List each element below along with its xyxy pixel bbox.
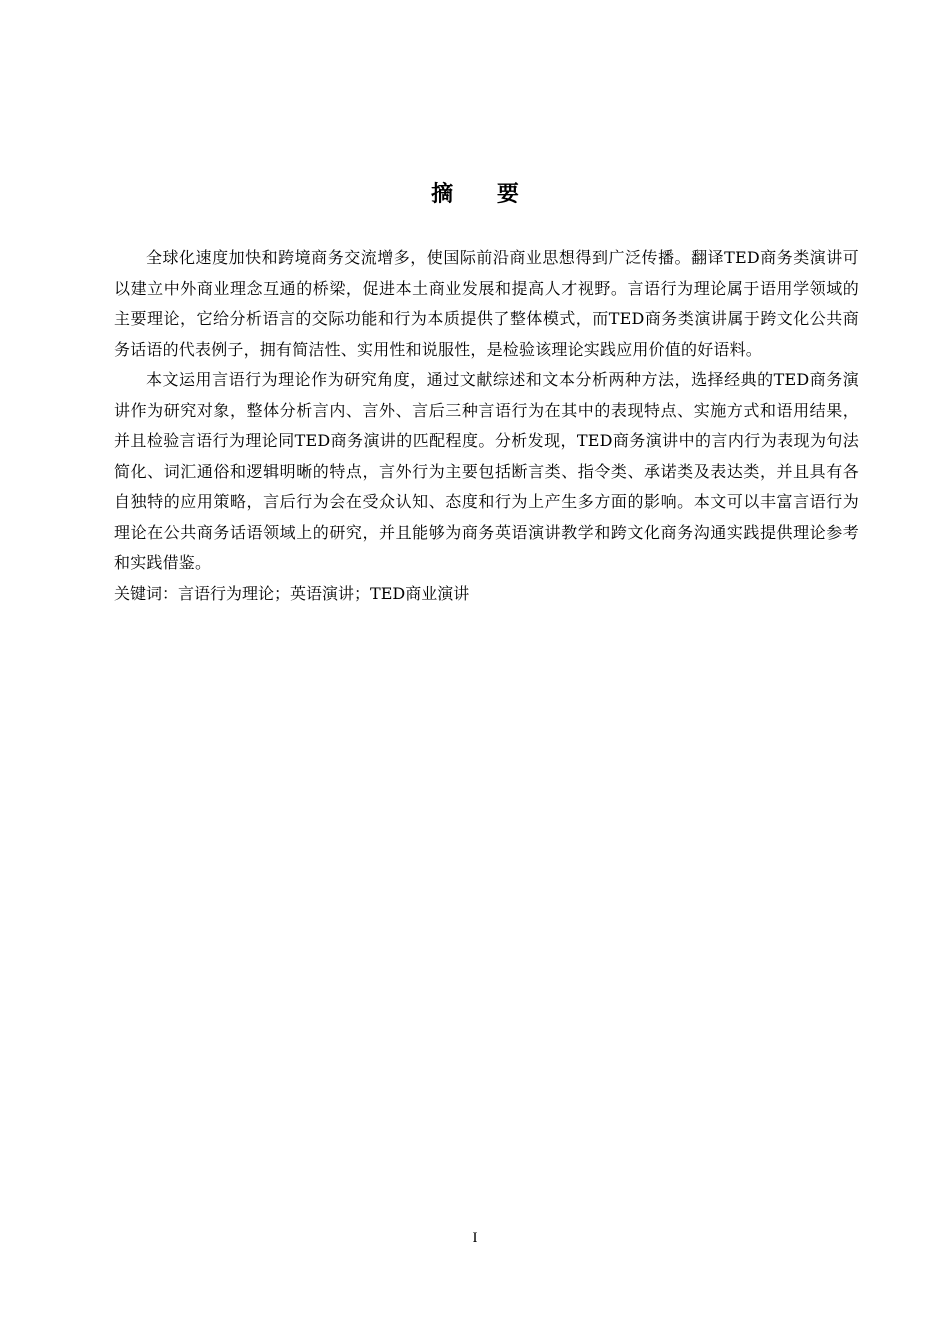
keywords-label: 关键词：: [114, 583, 179, 603]
abstract-title: 摘 要: [431, 182, 537, 207]
keywords-line: [114, 579, 859, 610]
abstract-body: [114, 243, 859, 609]
abstract-paragraph-2: 本文运用言语行为理论作为研究角度，通过文献综述和文本分析两种方法，选择经典的TED商务演讲作为研究对象，整体分析言内、言外、言后三种言语行为在其中的表现特点、实施方式和语用结果，并且检验言语行为理论同TED商务演讲的匹配程度。分析发现，TED商务演讲中的言内行为表现为句法简化、词汇通俗和逻辑明晰的特点，言外行为主要包括断言类、指令类、承诺类及表达类，并且具有各自独特的应用策略，言后行为会在受众认知、态度和行为上产生多方面的影响。本文可以丰富言语行为理论在公共商务话语领域上的研究，并且能够为商务英语演讲教学和跨文化商务沟通实践提供理论参考和实践借鉴。: [114, 370, 859, 572]
keywords-text: 言语行为理论；英语演讲；TED商业演讲: [178, 583, 470, 603]
abstract-paragraph-1: 全球化速度加快和跨境商务交流增多，使国际前沿商业思想得到广泛传播。翻译TED商务类演讲可以建立中外商业理念互通的桥梁，促进本土商业发展和提高人才视野。言语行为理论属于语用学领域的主要理论，它给分析语言的交际功能和行为本质提供了整体模式，而TED商务类演讲属于跨文化公共商务话语的代表例子，拥有简洁性、实用性和说服性，是检验该理论实践应用价值的好语料。: [114, 248, 859, 359]
page-number: I: [472, 1230, 478, 1246]
